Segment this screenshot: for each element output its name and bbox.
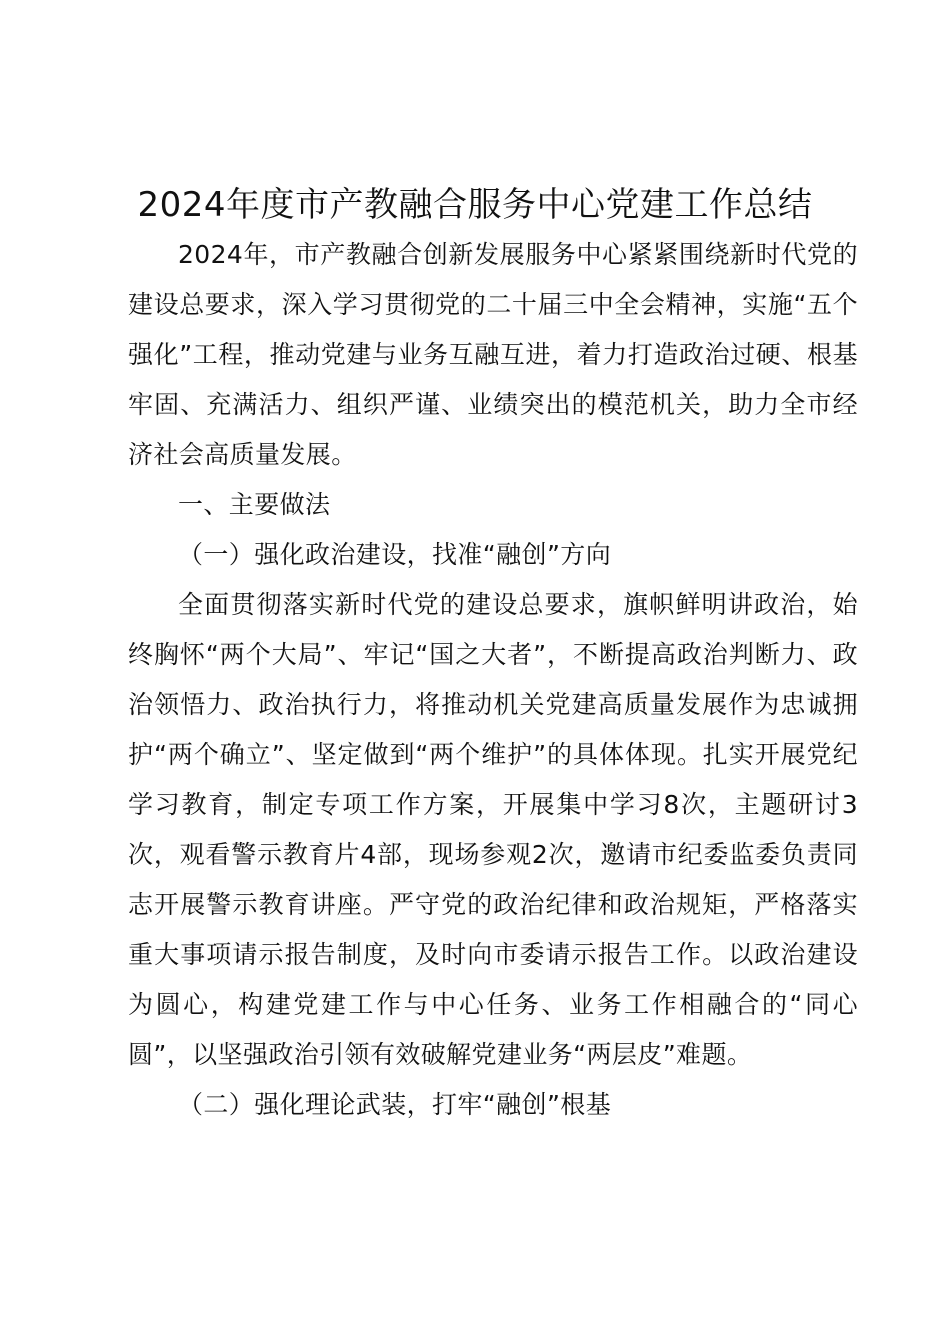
document-body — [128, 230, 858, 1130]
political-building-paragraph: 全面贯彻落实新时代党的建设总要求，旗帜鲜明讲政治，始终胸怀“两个大局”、牢记“国之大者”，不断提高政治判断力、政治领悟力、政治执行力，将推动机关党建高质量发展作为忠诚拥护“两个确立”、坚定做到“两个维护”的具体体现。扎实开展党纪学习教育，制定专项工作方案，开展集中学习8次，主题研讨3次，观看警示教育片4部，现场参观2次，邀请市纪委监委负责同志开展警示教育讲座。严守党的政治纪律和政治规矩，严格落实重大事项请示报告制度，及时向市委请示报告工作。以政治建设为圆心，构建党建工作与中心任务、业务工作相融合的“同心圆”，以坚强政治引领有效破解党建业务“两层皮”难题。 — [128, 590, 858, 1069]
section-heading-main-practices: 一、主要做法 — [178, 490, 331, 519]
document-title: 2024年度市产教融合服务中心党建工作总结 — [137, 185, 813, 225]
subsection-heading-theory-arming: （二）强化理论武装，打牢“融创”根基 — [178, 1090, 612, 1119]
subsection-heading-political-building: （一）强化政治建设，找准“融创”方向 — [178, 540, 612, 569]
intro-paragraph: 2024年，市产教融合创新发展服务中心紧紧围绕新时代党的建设总要求，深入学习贯彻党的二十届三中全会精神，实施“五个强化”工程，推动党建与业务互融互进，着力打造政治过硬、根基牢固、充满活力、组织严谨、业绩突出的模范机关，助力全市经济社会高质量发展。 — [128, 240, 858, 469]
